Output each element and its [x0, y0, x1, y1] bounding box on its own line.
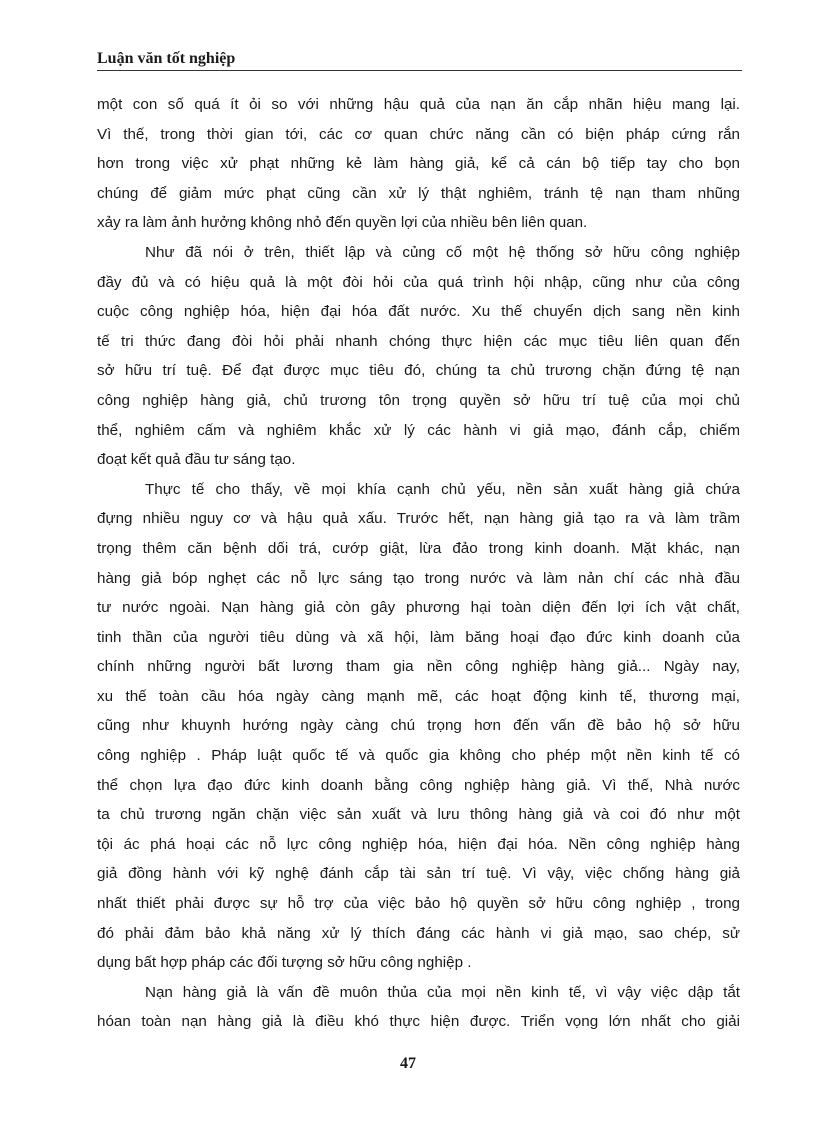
text-line: thể, nghiêm cấm và nghiêm khắc xử lý các hành vi giả mạo, đánh cắp, chiếm [97, 421, 740, 439]
text-line: hàng giả bóp nghẹt các nỗ lực sáng tạo trong nước và làm nản chí các nhà đầu [97, 569, 740, 587]
text-line: Như đã nói ở trên, thiết lập và củng cố một hệ thống sở hữu công nghiệp [145, 243, 740, 261]
text-line: tinh thần của người tiêu dùng và xã hội, làm băng hoại đạo đức kinh doanh của [97, 628, 740, 646]
text-line: Thực tế cho thấy, về mọi khía cạnh chủ yếu, nền sản xuất hàng giả chứa [145, 480, 740, 498]
text-line: nhất thiết phải được sự hỗ trợ của việc bảo hộ quyền sở hữu công nghiệp , trong [97, 895, 740, 913]
text-line: giả đồng hành với kỹ nghệ đánh cắp tài sản trí tuệ. Vì vậy, việc chống hàng giả [97, 865, 740, 883]
text-line: đựng nhiều nguy cơ và hậu quả xấu. Trước hết, nạn hàng giả tạo ra và làm trầm [97, 510, 740, 528]
text-line: ta chủ trương ngăn chặn việc sản xuất và lưu thông hàng giả và coi đó như một [97, 806, 740, 824]
text-line: thể chọn lựa đạo đức kinh doanh bằng công nghiệp hàng giả. Vì thế, Nhà nước [97, 776, 740, 794]
document-body [97, 90, 740, 1037]
text-line: chúng để giảm mức phạt cũng cần xử lý thật nghiêm, tránh tệ nạn tham nhũng [97, 184, 740, 202]
paragraph [97, 238, 740, 475]
text-line: một con số quá ít ỏi so với những hậu quả của nạn ăn cắp nhãn hiệu mang lại. [97, 96, 740, 113]
text-line: chính những người bất lương tham gia nền công nghiệp hàng giả... Ngày nay, [97, 658, 740, 676]
text-line: Nạn hàng giả là vấn đề muôn thủa của mọi nền kinh tế, vì vậy việc dập tắt [145, 983, 740, 1001]
text-line: cuộc công nghiệp hóa, hiện đại hóa đất nước. Xu thế chuyển dịch sang nền kinh [97, 303, 740, 321]
text-line: tội ác phá hoại các nỗ lực công nghiệp hóa, hiện đại hóa. Nền công nghiệp hàng [97, 835, 740, 853]
text-line: đó phải đảm bảo khả năng xử lý thích đáng các hành vi giả mạo, sao chép, sử [97, 924, 740, 942]
text-line: xu thế toàn cầu hóa ngày càng mạnh mẽ, các hoạt động kinh tế, thương mại, [97, 687, 740, 705]
header-title: Luận văn tốt nghiệp [97, 50, 236, 67]
text-line: xảy ra làm ảnh hưởng không nhỏ đến quyền lợi của nhiều bên liên quan. [97, 214, 588, 232]
paragraph [97, 978, 740, 1037]
text-line: cũng như khuynh hướng ngày càng chú trọng hơn đến vấn đề bảo hộ sở hữu [97, 717, 740, 735]
paragraph [97, 475, 740, 978]
text-line: đầy đủ và có hiệu quả là một đòi hỏi của quá trình hội nhập, cũng như của công [97, 273, 740, 291]
text-line: tư nước ngoài. Nạn hàng giả còn gây phương hại toàn diện đến lợi ích vật chất, [97, 599, 740, 617]
text-line: tế tri thức đang đòi hỏi phải nhanh chóng thực hiện các mục tiêu liên quan đến [97, 332, 740, 350]
text-line: công nghiệp hàng giả, chủ trương tôn trọng quyền sở hữu trí tuệ của mọi chủ [97, 391, 740, 409]
page-header [97, 50, 742, 71]
paragraph [97, 90, 740, 238]
page-number: 47 [400, 1055, 416, 1072]
text-line: đoạt kết quả đầu tư sáng tạo. [97, 451, 296, 469]
text-line: dụng bất hợp pháp các đối tượng sở hữu công nghiệp . [97, 954, 472, 972]
text-line: công nghiệp . Pháp luật quốc tế và quốc gia không cho phép một nền kinh tế có [97, 747, 740, 765]
text-line: hóan toàn nạn hàng giả là điều khó thực hiện được. Triển vọng lớn nhất cho giải [97, 1013, 740, 1031]
text-line: sở hữu trí tuệ. Để đạt được mục tiêu đó, chúng ta chủ trương chặn đứng tệ nạn [97, 362, 740, 380]
text-line: trọng thêm căn bệnh dối trá, cướp giật, lừa đảo trong kinh doanh. Mặt khác, nạn [97, 539, 740, 557]
text-line: Vì thế, trong thời gian tới, các cơ quan chức năng cần có biện pháp cứng rắn [97, 125, 740, 143]
text-line: hơn trong việc xử phạt những kẻ làm hàng giả, kể cả cán bộ tiếp tay cho bọn [97, 155, 740, 173]
